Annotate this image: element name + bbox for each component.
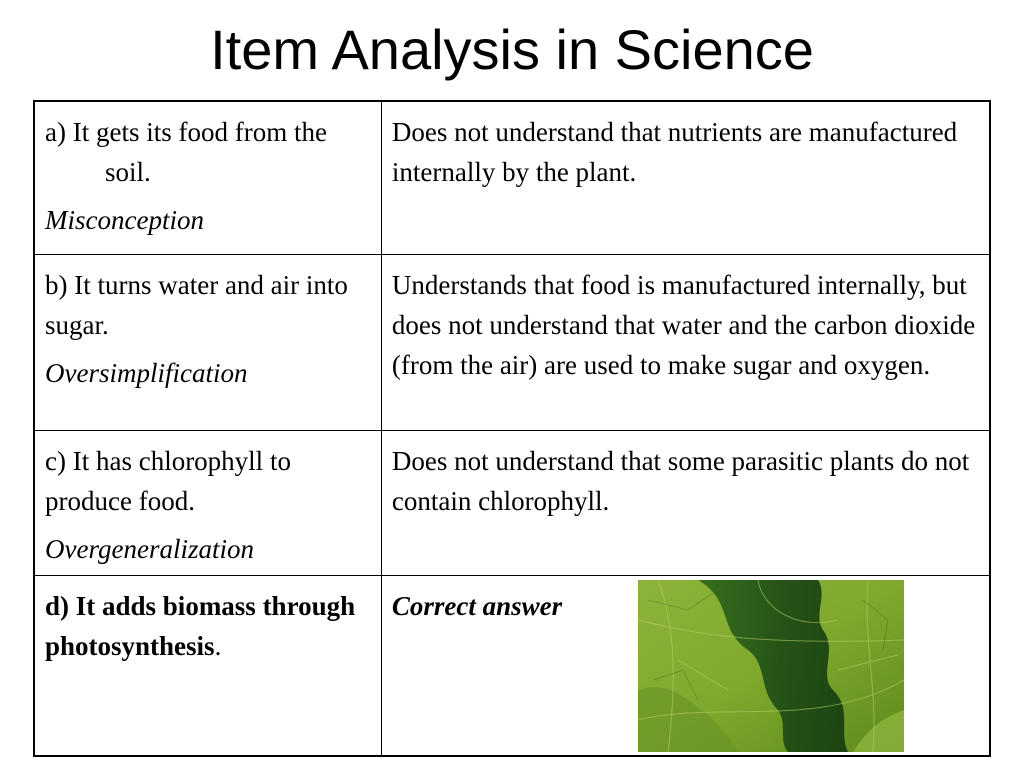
answer-text: a) It gets its food from the soil. bbox=[45, 117, 327, 187]
explanation-cell bbox=[381, 254, 990, 430]
leaf-photo bbox=[638, 580, 904, 752]
slide-title: Item Analysis in Science bbox=[210, 18, 814, 81]
answer-period: . bbox=[214, 630, 222, 661]
explanation-text: Does not understand that some parasitic plants do not contain chlorophyll. bbox=[391, 445, 970, 516]
error-type-label: Misconception bbox=[45, 205, 204, 235]
answer-cell bbox=[34, 430, 381, 575]
answer-cell bbox=[34, 575, 381, 756]
item-analysis-table bbox=[33, 100, 991, 757]
answer-text: c) It has chlorophyll to produce food. bbox=[45, 445, 291, 516]
answer-text: b) It turns water and air into sugar. bbox=[45, 269, 348, 340]
answer-cell bbox=[34, 254, 381, 430]
leaf-photo-graphic bbox=[638, 580, 904, 752]
error-type-label: Oversimplification bbox=[45, 357, 248, 388]
table-row bbox=[34, 575, 990, 756]
correct-answer-text: d) It adds biomass through photosynthesis bbox=[45, 590, 356, 661]
table-row bbox=[34, 254, 990, 430]
table-row bbox=[34, 101, 990, 254]
answer-cell bbox=[34, 101, 381, 254]
correct-answer-label: Correct answer bbox=[391, 590, 563, 621]
explanation-cell bbox=[381, 575, 990, 756]
table-row bbox=[34, 430, 990, 575]
explanation-cell bbox=[381, 430, 990, 575]
explanation-cell bbox=[381, 101, 990, 254]
explanation-text: Understands that food is manufactured internally, but does not understand that water and the carbon dioxide (from the air) are used to make sugar and oxygen. bbox=[391, 269, 976, 380]
error-type-label: Overgeneralization bbox=[45, 533, 254, 564]
explanation-text: Does not understand that nutrients are manufactured internally by the plant. bbox=[391, 117, 958, 187]
